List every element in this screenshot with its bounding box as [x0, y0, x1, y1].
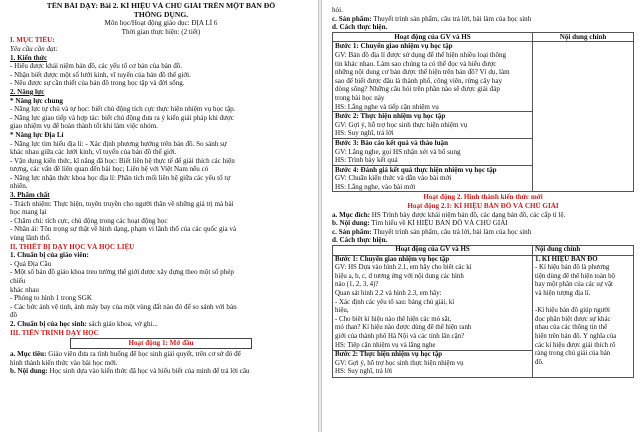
step-heading: Bước 1: Chuyển giao nhiệm vụ học tập	[335, 255, 450, 263]
step-line: - Cho biết kí hiệu nào thể hiện các mỏ sắt,	[335, 315, 452, 323]
right-page	[322, 0, 640, 432]
table-header-cell: Hoạt động của GV và HS	[333, 32, 533, 42]
general-competency-heading: * Năng lực chung	[10, 96, 63, 105]
quality-line: - Trách nhiệm: Thực hiện, tuyên truyền cho người thân về những giá trị mà bài	[10, 199, 234, 208]
table-cell	[333, 138, 533, 165]
knowledge-item: - Hiểu được khái niệm bản đồ, các yếu tố cơ bản của bản đồ.	[10, 62, 183, 71]
knowledge-item: - Nhận biết được một số lưới kinh, vĩ tuyến của bản đồ thế giới.	[10, 70, 191, 79]
activity-2-heading: Hoạt động 2. Hình thành kiến thức mới	[423, 193, 543, 202]
step-line: hiệu,	[335, 307, 349, 315]
step-line: tin khác nhau. Làm sao chúng ta có thể đọc và hiểu được	[335, 59, 497, 68]
knowledge-item: - Nêu được sự cần thiết của bản đồ trong học tập và đời sống.	[10, 79, 185, 88]
teacher-prep-line: đồ	[10, 311, 18, 320]
general-competency-line: - Năng lực tự chủ và tự học: biết chủ động tích cực thực hiện nhiệm vụ học tập.	[10, 105, 236, 114]
purpose-label: a. Mục đích:	[332, 210, 371, 219]
table-row	[333, 255, 634, 351]
step-line: HS: Tiếp cận nhiệm vụ và lắng nghe	[335, 341, 436, 349]
general-competency-line: giao nhiệm vụ để hoàn thành tốt khi làm việc nhóm.	[10, 122, 158, 131]
table-header-row	[333, 32, 634, 42]
table-header-cell: Nội dung chính	[533, 246, 634, 256]
geography-competency-line: - Năng lực tìm hiểu địa lí: - Xác định phương hướng trên bản đồ. So sánh sự	[10, 139, 227, 148]
product-label-2: c. Sản phẩm:	[332, 227, 372, 236]
table-cell	[333, 112, 533, 139]
quality-line: - Chăm chỉ: tích cực, chủ động trong các hoạt động học	[10, 216, 168, 225]
map-symbol-line: hiện trên bản đồ. Ý nghĩa của	[535, 332, 617, 340]
quality-line: - Nhân ái: Tôn trọng sự thật về hình dạng, phạm vi lãnh thổ của các quốc gia và	[10, 225, 237, 234]
table-cell	[333, 165, 533, 192]
section-1-heading: I. MỤC TIÊU:	[10, 36, 55, 45]
step-line: GV: HS Dựa vào hình 2.1, em hãy cho biết các kí	[335, 264, 472, 272]
student-prep-heading: 2. Chuẩn bị của học sinh:	[10, 319, 87, 328]
product-text-2: Thuyết trình sản phẩm, câu trả lời, bài làm của học sinh	[371, 227, 532, 236]
quality-line: vùng lãnh thổ.	[10, 234, 51, 243]
step-line: Quan sát hình 2.2 và hình 2.3, em hãy:	[335, 290, 442, 297]
step-heading: Bước 2: Thực hiện nhiệm vụ học tập	[335, 351, 443, 359]
map-symbol-line: ràng trong chú giải của bản	[535, 350, 611, 358]
objective-line: hình thành kiến thức vào bài học mới.	[10, 358, 118, 367]
map-symbol-line: tiện dùng để thể hiện toàn bộ	[535, 272, 615, 280]
geography-competency-line: tượng, các vấn đề liên quan đến bài học; Liên hệ với Việt Nam nếu có	[10, 165, 209, 174]
teacher-prep-line: - Quả Địa Cầu	[10, 259, 52, 268]
step-line: GV: Gợi ý, hỗ trợ học sinh thực hiện nhiệm vụ	[335, 120, 468, 129]
continued-line: hỏi.	[332, 6, 343, 14]
teacher-prep-heading: 1. Chuẩn bị của giáo viên:	[10, 251, 89, 260]
step-line: dòng sông? Những câu hỏi trên phần nào sẽ được giải đáp	[335, 85, 500, 94]
teacher-prep-line: - Một số bản đồ giáo khoa treo tường thế giới được xây dựng theo một số phép	[10, 268, 234, 277]
step-heading: Bước 3: Báo cáo kết quả và thảo luận	[335, 138, 449, 147]
step-line: HS: Lắng nghe, vào bài mới	[335, 182, 416, 191]
knowledge-heading: 1. Kiến thức	[10, 53, 48, 62]
time-line: Thời gian thực hiện: (2 tiết)	[121, 27, 201, 36]
step-line: GV: Gợi ý, hỗ trợ học sinh thực hiện nhiệm vụ	[335, 359, 464, 367]
teacher-prep-line: - Phóng to hình 1 trong SGK	[10, 294, 92, 303]
table-cell	[533, 42, 634, 192]
geography-competency-line: nhiên.	[10, 182, 28, 191]
step-line: trong bài học này	[335, 93, 385, 102]
step-heading: Bước 1: Chuyển giao nhiệm vụ học tập	[335, 42, 453, 51]
section-1-subheading: Yêu cầu cần đạt:	[10, 44, 58, 53]
quality-heading: 3. Phẩm chất	[10, 191, 50, 200]
step-line: GV: Bản đồ địa lí được sử dụng để thể hiện nhiều loại thông	[335, 50, 507, 59]
objective-label: a. Mục tiêu:	[10, 350, 47, 359]
table-header-cell: Nội dung chính	[533, 32, 634, 42]
map-symbol-line: đồ.	[535, 358, 544, 366]
student-prep-text: sách giáo khoa, vở ghi...	[86, 319, 158, 328]
geography-competency-line: - Năng lực nhận thức khoa học địa lí: Phân tích mối liên hệ giữa các yếu tố tự	[10, 173, 231, 182]
step-line: sao để biết được đâu là thành phố, công viên, rừng cây hay	[335, 76, 503, 85]
step-line: HS: Trình bày kết quả	[335, 156, 398, 165]
table-header-row	[333, 246, 634, 256]
section-3-heading: III. TIẾN TRÌNH DẠY HỌC	[10, 328, 99, 337]
step-line: HS: Suy nghĩ, trả lời	[335, 368, 393, 376]
product-text: Thuyết trình sản phẩm, câu trả lời, bài làm của học sinh	[371, 14, 532, 23]
step-line: nào (1, 2, 3, 4)?	[335, 281, 379, 289]
content-label-2: b. Nội dung:	[332, 219, 370, 228]
map-symbol-heading: 1. KÍ HIỆU BẢN ĐỒ	[535, 255, 598, 263]
table-cell	[333, 255, 533, 351]
activity-1-table	[332, 32, 634, 193]
competency-heading: 2. Năng lực	[10, 87, 45, 96]
geography-competency-line: khác nhau giữa các lưới kinh, vĩ tuyến của bản đồ thế giới.	[10, 148, 177, 157]
map-symbol-line	[535, 299, 631, 308]
table-cell	[333, 42, 533, 112]
content-line	[10, 367, 312, 376]
step-line: giới của thành phố Hà Nội và các tỉnh lân cận?	[335, 332, 465, 340]
method-heading: d. Cách thực hiện.	[332, 23, 388, 32]
quality-line: học mang lại	[10, 208, 47, 217]
lesson-title-line-2: THÔNG DỤNG.	[133, 10, 189, 19]
teacher-prep-line: khác nhau	[10, 285, 39, 294]
map-symbol-line: -Kí hiệu bản đồ giúp người	[535, 307, 610, 315]
method-heading-2: d. Cách thực hiện.	[332, 236, 388, 245]
table-header-cell: Hoạt động của GV và HS	[333, 246, 533, 256]
purpose-text: HS Trình bày được khái niệm bản đồ, các dạng bản đồ, các cấp tỉ lệ.	[370, 210, 566, 219]
product-line-2	[332, 228, 634, 237]
activity-2-1-heading: Hoạt động 2.1: KÍ HIỆU BẢN ĐỒ VÀ CHÚ GIẢI	[407, 202, 559, 211]
table-cell	[533, 255, 634, 377]
map-symbol-line: hay một phần của các sự vật	[535, 281, 613, 289]
geography-competency-heading: * Năng lực Địa Lí	[10, 130, 64, 139]
teacher-prep-line: chiếu	[10, 277, 26, 285]
activity-1-box: Hoạt động 1: Mở đầu	[70, 338, 252, 349]
step-line: mỏ than? Kí hiệu nào được dùng để thể hiện ranh	[335, 324, 472, 332]
section-2-heading: II. THIẾT BỊ DẠY HỌC VÀ HỌC LIỆU	[10, 242, 135, 251]
student-prep-line	[10, 320, 312, 329]
geography-competency-line: - Vận dụng kiến thức, kĩ năng đã học: Biết liên hệ thực tế để giải thích các hiện	[10, 156, 235, 165]
step-heading: Bước 2: Thực hiện nhiệm vụ học tập	[335, 112, 446, 121]
step-line: GV: Lắng nghe, gọi HS nhận xét và bổ sung	[335, 147, 461, 156]
step-line: HS: Suy nghĩ, trả lời	[335, 129, 394, 138]
map-symbol-line: và hiện tượng địa lí.	[535, 290, 591, 297]
objective-text: Giáo viên đưa ra tình huống để học sinh giải quyết, trên cơ sở đó để	[46, 350, 241, 359]
step-line: những nội dung cơ bản được thể hiện trên bản đồ? Ví dụ, làm	[335, 68, 510, 77]
map-symbol-line: các kí hiệu được giải thích rõ	[535, 341, 616, 349]
step-heading: Bước 4: Đánh giá kết quả thực hiện nhiệm vụ học tập	[335, 165, 497, 174]
step-line: GV: Chuẩn kiến thức và dẫn vào bài mới	[335, 174, 452, 183]
content-line-2	[332, 219, 634, 228]
product-line	[332, 15, 634, 24]
lesson-title-line-1: TÊN BÀI DẠY: Bài 2. KÍ HIỆU VÀ CHÚ GIẢI TRÊN MỘT BẢN ĐỒ	[46, 2, 276, 10]
step-line: - Xác định các yếu tố sau: bảng chú giải, kí	[335, 298, 455, 306]
objective-line	[10, 350, 312, 359]
activity-2-table	[332, 245, 634, 378]
general-competency-line: - Năng lực giao tiếp và hợp tác: biết chủ động đưa ra ý kiến giải pháp khi được	[10, 113, 234, 122]
knowledge-list	[10, 62, 312, 88]
purpose-line	[332, 211, 634, 220]
step-line: hiệu a, b, c, d tương ứng với nội dung các hình	[335, 272, 464, 280]
product-label: c. Sản phẩm:	[332, 14, 372, 23]
map-symbol-line: đọc phân biệt được sự khác	[535, 315, 611, 323]
table-cell	[333, 351, 533, 378]
content-text: Học sinh dựa vào kiến thức đã học và hiểu biết của mình để trả lời câu	[47, 367, 250, 376]
content-label: b. Nội dung:	[10, 367, 48, 376]
content-text-2: Tìm hiểu về KÍ HIỆU BẢN ĐỒ VÀ CHÚ GIẢI	[369, 219, 508, 228]
left-page	[0, 0, 318, 432]
map-symbol-line: nhau của các thông tin thể	[535, 324, 608, 332]
subject-line: Môn học/Hoạt động giáo dục: ĐỊA LÍ 6	[104, 19, 218, 28]
map-symbol-line: - Kí hiệu bản đồ là phương	[535, 264, 610, 272]
table-row	[333, 42, 634, 112]
teacher-prep-line: - Các bức ảnh vệ tinh, ảnh máy bay của một vùng đất nào đó để so sánh với bản	[10, 302, 237, 311]
step-line: HS: Lắng nghe và tiếp cận nhiệm vụ	[335, 102, 439, 111]
